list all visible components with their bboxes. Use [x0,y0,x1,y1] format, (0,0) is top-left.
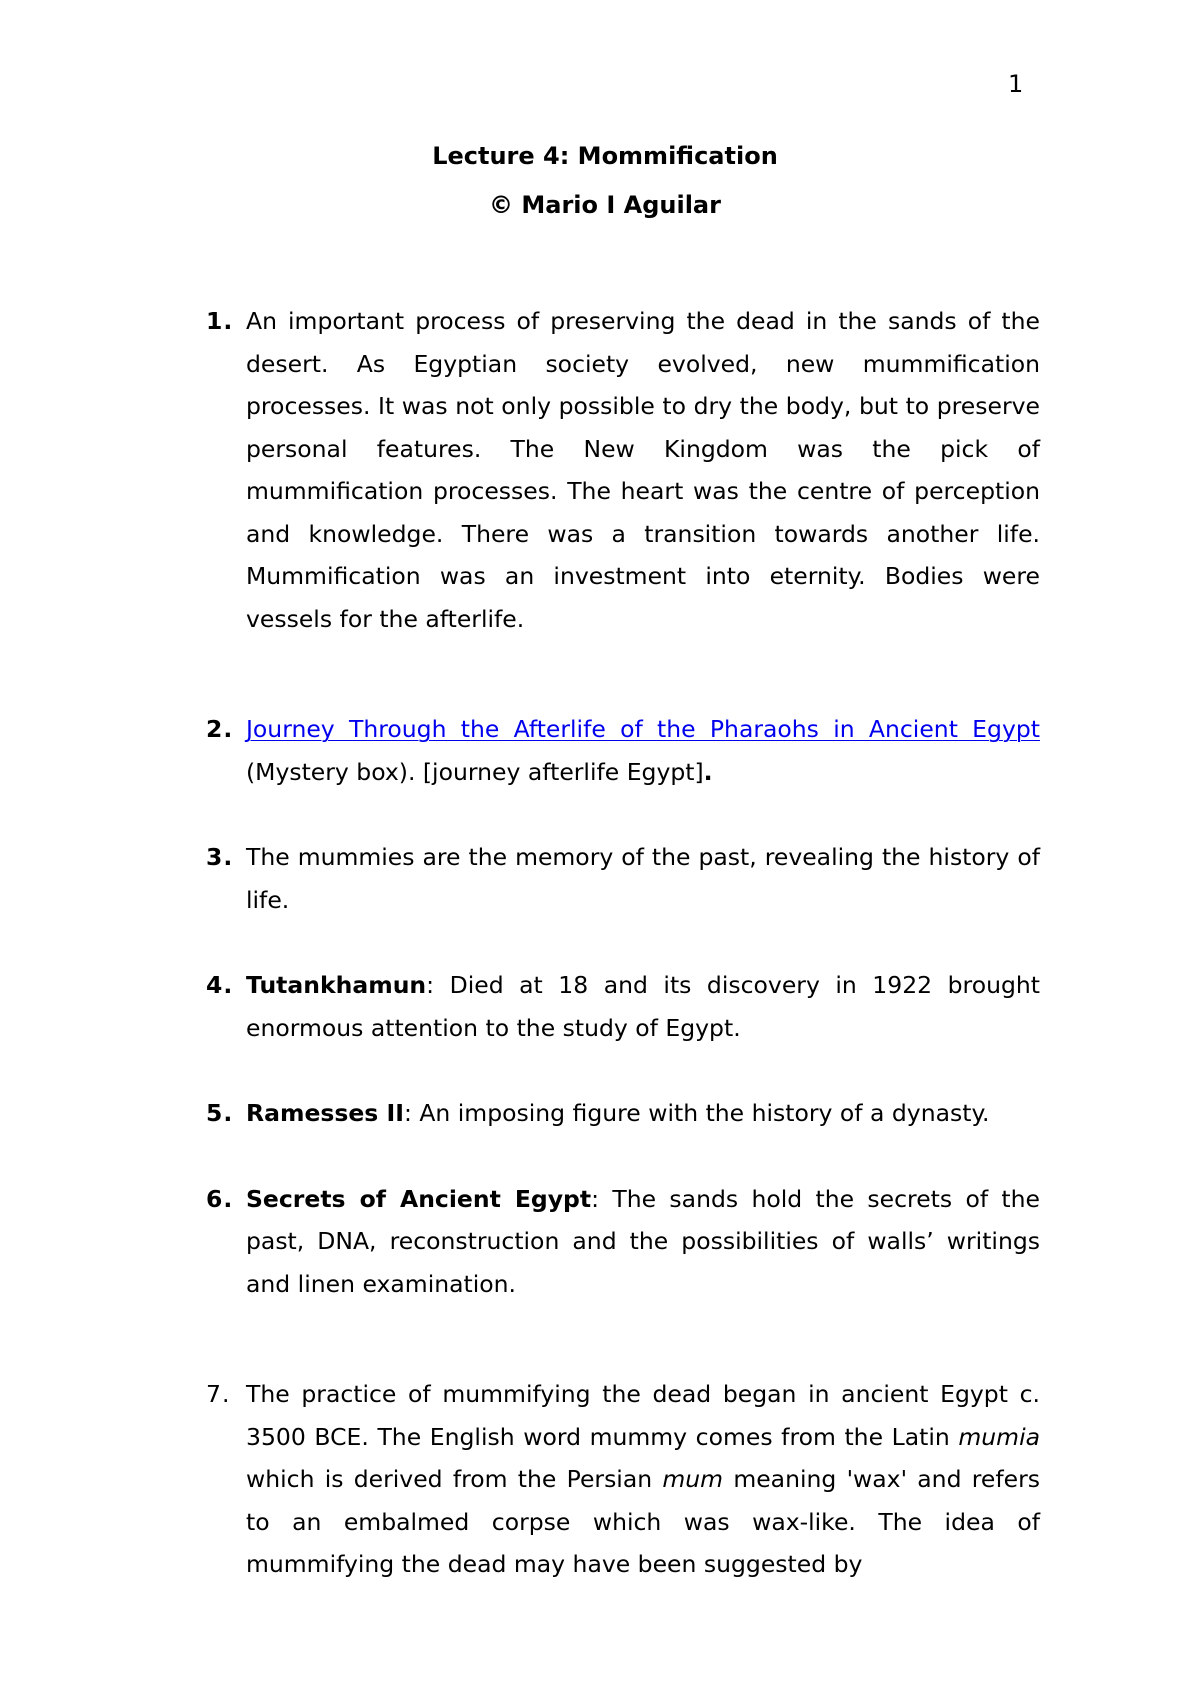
list-item-4 [206,964,1040,1049]
list-item-1 [206,300,1040,640]
item-term: Tutankhamun [246,971,427,999]
document-author: © Mario I Aguilar [489,191,721,219]
item-text: which is derived from the Persian [246,1465,663,1493]
item-text: The mummies are the memory of the past, revealing the history of life. [246,843,1040,914]
list-item-3 [206,836,1040,921]
item-term-italic: mum [662,1465,724,1493]
item-text-end: . [703,757,713,786]
item-number: 6. [206,1184,234,1213]
item-text: meaning 'wax' and refers to an embalmed corpse which was wax-like. The idea of mummifying the dead may have been suggested by [246,1465,1040,1578]
item-text: : The sands hold the secrets of the past, DNA, reconstruction and the possibilities of walls’ writings and linen examination. [246,1184,1041,1298]
item-text: : An imposing figure with the history of a dynasty. [403,1099,990,1127]
lecture-item-list [206,300,1040,1586]
item-number: 2. [206,715,234,743]
document-title: Lecture 4: Mommification [432,142,778,170]
list-item-7 [206,1373,1040,1586]
item-text: (Mystery box). [journey afterlife Egypt] [246,757,704,786]
page-number: 1 [1008,70,1024,98]
item-term-italic: mumia [958,1422,1040,1451]
item-term: Ramesses II [246,1099,404,1127]
item-number: 7. [206,1380,231,1408]
item-text: An important process of preserving the dead in the sands of the desert. As Egyptian society evolved, new mummification processes. It was not only possible to dry the body, but to preserve personal features. The New Kingdom was the pick of mummification processes. The heart was the centre of perception and knowledge. There was a transition towards another life. Mummification was an investment into eternity. Bodies were vessels for the afterlife. [246,307,1040,633]
item-number: 1. [206,307,234,335]
list-item-5 [206,1092,1040,1135]
item-text: The practice of mummifying the dead began in ancient Egypt c. 3500 BCE. The English word mummy comes from the Latin [246,1380,1040,1451]
item-number: 5. [206,1099,234,1127]
afterlife-video-link[interactable]: Journey Through the Afterlife of the Pharaohs in Ancient Egypt [246,715,1040,743]
item-text: : Died at 18 and its discovery in 1922 brought enormous attention to the study of Egypt. [246,971,1040,1042]
item-number: 4. [206,971,234,999]
item-number: 3. [206,843,234,871]
list-item-2 [206,708,1040,793]
item-term: Secrets of Ancient Egypt [246,1184,592,1213]
list-item-6 [206,1178,1040,1306]
